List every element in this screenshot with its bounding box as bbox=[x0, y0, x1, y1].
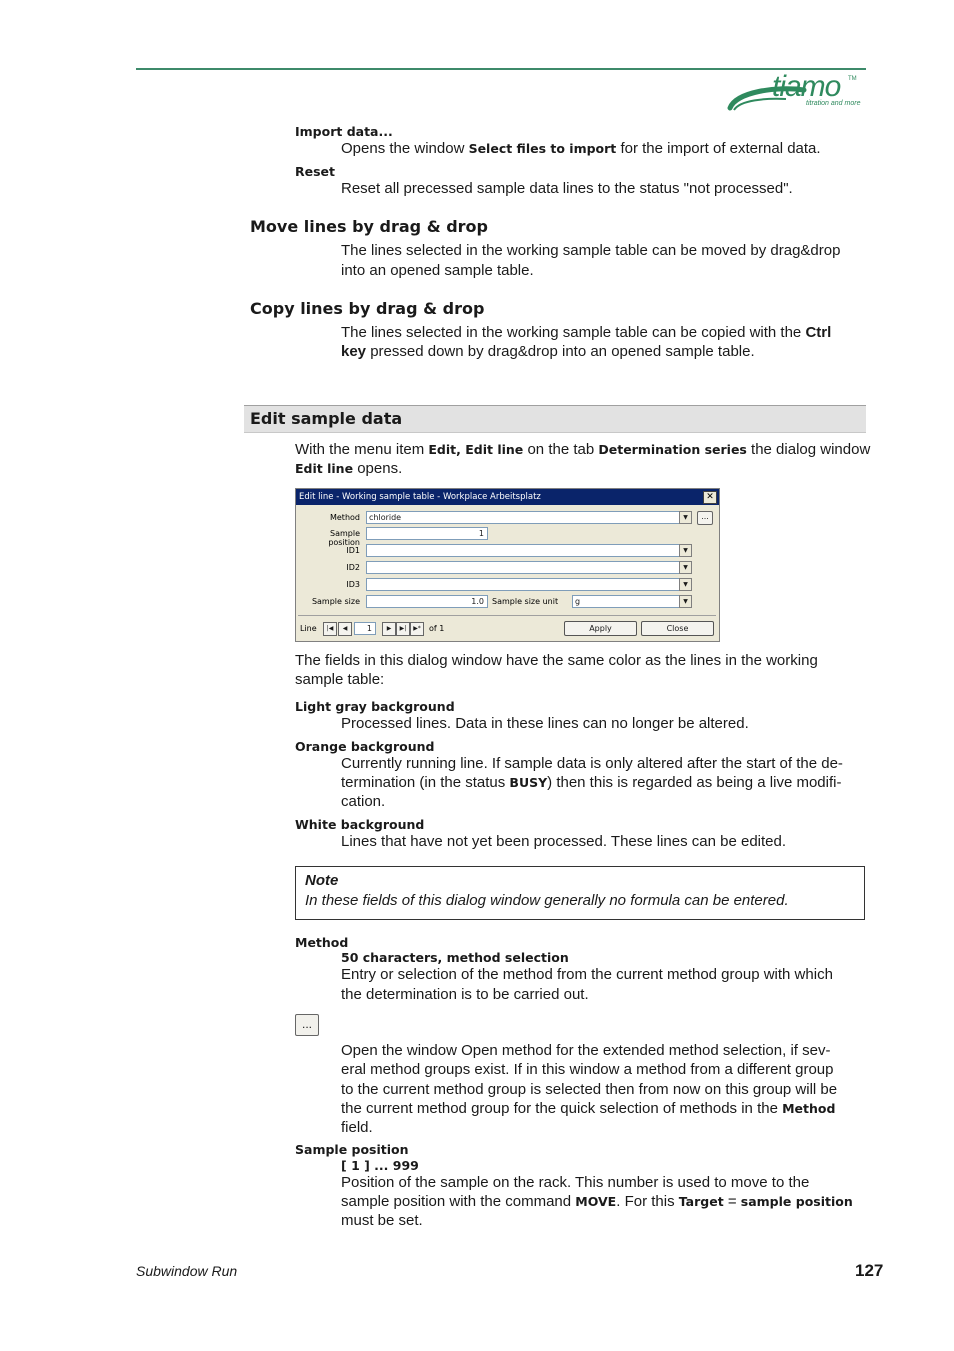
text: . For this bbox=[616, 1193, 679, 1210]
text: the dialog window bbox=[746, 441, 871, 458]
logo-tm: TM bbox=[848, 76, 857, 82]
id3-dropdown-icon[interactable]: ▼ bbox=[679, 578, 692, 591]
logo-tagline: titration and more bbox=[806, 100, 861, 107]
section-bar bbox=[244, 405, 866, 433]
method-line2: the determination is to be carried out. bbox=[341, 986, 589, 1003]
sample-position-spec: [ 1 ] ... 999 bbox=[341, 1158, 419, 1173]
dialog-title: Edit line - Working sample table - Workplace Arbeitsplatz bbox=[299, 492, 541, 502]
copy-line2 bbox=[341, 342, 755, 362]
sample-size-value: 1.0 bbox=[471, 597, 484, 606]
text: pressed down by drag&drop into an opened sample table. bbox=[366, 343, 755, 360]
page-number: 127 bbox=[855, 1261, 884, 1280]
method-field[interactable] bbox=[366, 511, 681, 524]
method-label: Method bbox=[329, 513, 360, 522]
method-term: Method bbox=[295, 935, 349, 950]
text: Opens the window bbox=[341, 140, 469, 157]
tiamo-logo bbox=[726, 72, 866, 116]
sample-position-field[interactable] bbox=[366, 527, 488, 540]
move-heading: Move lines by drag & drop bbox=[250, 217, 488, 236]
sample-position-label: Sample position bbox=[328, 529, 360, 547]
note-title: Note bbox=[305, 872, 339, 889]
id1-dropdown-icon[interactable]: ▼ bbox=[679, 544, 692, 557]
line-number-field[interactable] bbox=[354, 622, 376, 635]
open-line2: eral method groups exist. If in this window a method from a different group bbox=[341, 1061, 834, 1078]
method-dropdown-icon[interactable]: ▼ bbox=[679, 511, 692, 524]
text: With the menu item bbox=[295, 441, 429, 458]
move-line2: into an opened sample table. bbox=[341, 262, 534, 279]
bold-text: Determination series bbox=[598, 442, 747, 457]
sample-size-unit-value: g bbox=[575, 597, 581, 606]
import-data-term: Import data... bbox=[295, 124, 393, 139]
sample-position-term: Sample position bbox=[295, 1142, 409, 1157]
note-box bbox=[295, 866, 865, 920]
sample-size-unit-label: Sample size unit bbox=[492, 597, 559, 606]
new-line-icon[interactable]: ▶* bbox=[410, 622, 424, 636]
light-gray-term: Light gray background bbox=[295, 699, 455, 714]
intro-line2 bbox=[295, 459, 402, 479]
line-total: of 1 bbox=[429, 624, 445, 633]
bold-text: key bbox=[341, 343, 367, 360]
text: sample position with the command bbox=[341, 1193, 576, 1210]
logo-text: tiamo bbox=[772, 70, 841, 103]
import-data-desc bbox=[341, 139, 821, 159]
close-icon[interactable]: ✕ bbox=[703, 491, 717, 504]
orange-line3: cation. bbox=[341, 793, 386, 810]
bold-text: sample position bbox=[740, 1194, 853, 1209]
sample-position-value: 1 bbox=[478, 529, 484, 538]
reset-term: Reset bbox=[295, 164, 335, 179]
line-number-value: 1 bbox=[366, 624, 372, 633]
white-term: White background bbox=[295, 817, 425, 832]
sample-size-unit-field[interactable] bbox=[572, 595, 681, 608]
bold-text: Edit line bbox=[295, 461, 354, 476]
id2-label: ID2 bbox=[346, 563, 360, 572]
bold-text: Method bbox=[782, 1101, 836, 1116]
id3-label: ID3 bbox=[346, 580, 360, 589]
next-line-icon[interactable]: ▶ bbox=[382, 622, 396, 636]
id2-field[interactable] bbox=[366, 561, 681, 574]
open-line4 bbox=[341, 1099, 835, 1119]
footer-section: Subwindow Run bbox=[136, 1263, 238, 1279]
orange-term: Orange background bbox=[295, 739, 435, 754]
method-value: chloride bbox=[369, 513, 402, 522]
orange-line2 bbox=[341, 773, 841, 793]
id1-field[interactable] bbox=[366, 544, 681, 557]
open-line5: field. bbox=[341, 1119, 373, 1136]
text: = bbox=[723, 1193, 741, 1210]
close-button[interactable]: Close bbox=[641, 621, 714, 636]
unit-dropdown-icon[interactable]: ▼ bbox=[679, 595, 692, 608]
sp-line2 bbox=[341, 1192, 853, 1212]
section-title: Edit sample data bbox=[250, 409, 403, 428]
text: for the import of external data. bbox=[616, 140, 821, 157]
text: opens. bbox=[353, 460, 403, 477]
bold-text: BUSY bbox=[509, 775, 548, 790]
text: ) then this is regarded as being a live modifi- bbox=[547, 774, 842, 791]
orange-line1: Currently running line. If sample data is only altered after the start of the de- bbox=[341, 755, 843, 772]
apply-button[interactable]: Apply bbox=[564, 621, 637, 636]
first-line-icon[interactable]: |◀ bbox=[323, 622, 337, 636]
text: The lines selected in the working sample table can be copied with the bbox=[341, 324, 806, 341]
last-line-icon[interactable]: ▶| bbox=[396, 622, 410, 636]
bold-text: MOVE bbox=[575, 1194, 617, 1209]
text: termination (in the status bbox=[341, 774, 510, 791]
move-line1: The lines selected in the working sample table can be moved by drag&drop bbox=[341, 242, 841, 259]
dialog-divider bbox=[298, 615, 716, 616]
fields-intro-line2: sample table: bbox=[295, 671, 385, 688]
copy-line1 bbox=[341, 323, 831, 343]
id3-field[interactable] bbox=[366, 578, 681, 591]
white-desc: Lines that have not yet been processed. These lines can be edited. bbox=[341, 833, 787, 850]
reset-desc: Reset all precessed sample data lines to the status "not processed". bbox=[341, 180, 793, 197]
text: the current method group for the quick selection of methods in the bbox=[341, 1100, 783, 1117]
method-browse-button[interactable]: ... bbox=[697, 511, 713, 525]
method-browse-icon[interactable]: ... bbox=[295, 1014, 319, 1036]
copy-heading: Copy lines by drag & drop bbox=[250, 299, 485, 318]
light-gray-desc: Processed lines. Data in these lines can no longer be altered. bbox=[341, 715, 749, 732]
line-label: Line bbox=[300, 624, 317, 633]
bold-text: Ctrl bbox=[805, 324, 832, 341]
note-text: In these fields of this dialog window generally no formula can be entered. bbox=[305, 892, 789, 909]
method-spec: 50 characters, method selection bbox=[341, 950, 569, 965]
intro-line1 bbox=[295, 440, 870, 460]
open-line1: Open the window Open method for the extended method selection, if sev- bbox=[341, 1042, 831, 1059]
id1-label: ID1 bbox=[346, 546, 360, 555]
method-line1: Entry or selection of the method from the current method group with which bbox=[341, 966, 833, 983]
open-line3: to the current method group is selected then from now on this group will be bbox=[341, 1081, 838, 1098]
text: on the tab bbox=[523, 441, 599, 458]
sp-line3: must be set. bbox=[341, 1212, 423, 1229]
sample-size-field[interactable] bbox=[366, 595, 488, 608]
sp-line1: Position of the sample on the rack. This number is used to move to the bbox=[341, 1174, 810, 1191]
prev-line-icon[interactable]: ◀ bbox=[338, 622, 352, 636]
header-rule bbox=[136, 68, 866, 70]
bold-text: Select files to import bbox=[468, 141, 617, 156]
bold-text: Target bbox=[678, 1194, 724, 1209]
sample-size-label: Sample size bbox=[311, 597, 360, 606]
bold-text: Edit, Edit line bbox=[428, 442, 524, 457]
dialog-title-bar bbox=[296, 489, 719, 505]
id2-dropdown-icon[interactable]: ▼ bbox=[679, 561, 692, 574]
edit-line-dialog bbox=[295, 488, 720, 642]
fields-intro-line1: The fields in this dialog window have the same color as the lines in the working bbox=[295, 652, 818, 669]
